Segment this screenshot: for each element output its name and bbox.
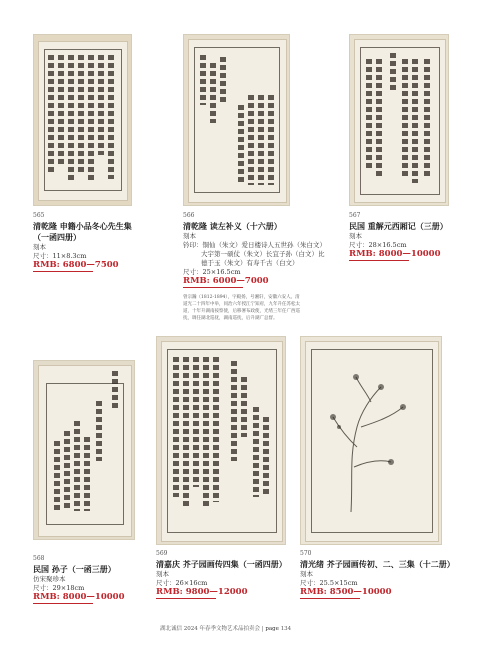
book-image-569[interactable] [156, 336, 286, 545]
lot-number: 568 [33, 555, 45, 562]
lot-size: 尺寸：11×8.3cm [33, 252, 87, 260]
lot-title: 民国 孙子（一函三册） [33, 564, 116, 574]
price-underline [300, 598, 360, 599]
footer-page-number: 134 [280, 626, 292, 632]
lot-title-line2: （一函四册） [33, 232, 81, 242]
price-underline [33, 603, 93, 604]
lot-price: RMB: 8000—10000 [349, 249, 441, 259]
lot-number: 565 [33, 212, 45, 219]
book-image-565[interactable] [33, 34, 132, 206]
lot-biography-note: 曾宗瀚（1812-1894），字殿扬，号湘轩，安徽六安人。清道光二十四年中举，同治六年授江宁知府，九年升任苏松太道，十年升湖南按察使，后移署布政使，光绪三年任广西巡抚，调任湖北巡抚，湖南巡抚，后升湖广总督。 [183, 295, 300, 321]
lot-size: 尺寸：25×16.5cm [183, 268, 241, 276]
footer-text: 湖北诚信 2024 年春季文物艺术品拍卖会 [160, 626, 260, 632]
lot-size: 尺寸：26×16cm [156, 579, 208, 587]
lot-price: RMB: 6000—7000 [183, 276, 269, 286]
lot-price: RMB: 6800—7500 [33, 260, 119, 270]
lot-seals-cont: 大宇第一硕仗（朱文）长宜子孙（白文）比 [201, 250, 325, 258]
lot-edition: 刻本 [156, 570, 169, 578]
lot-seals: 钤印：铜仙（朱文）爱日楼诗人五世孙（朱白文） [183, 241, 326, 249]
tree-painting-icon [321, 367, 421, 517]
lot-size: 尺寸：28×16.5cm [349, 241, 407, 249]
footer-separator: | [261, 626, 266, 632]
book-image-567[interactable] [349, 34, 449, 206]
lot-edition: 刻本 [33, 243, 46, 251]
lot-edition: 刻本 [183, 232, 196, 240]
lot-edition: 仿宋聚珍本 [33, 575, 66, 583]
lot-size: 尺寸：29×18cm [33, 584, 85, 592]
lot-number: 570 [300, 550, 312, 557]
book-image-570[interactable] [300, 336, 442, 545]
lot-title-line1: 清乾隆 申籍小品冬心先生集 [33, 221, 132, 231]
lot-number: 567 [349, 212, 361, 219]
lot-price: RMB: 9800—12000 [156, 587, 248, 597]
lot-size: 尺寸：25.5×15cm [300, 579, 358, 587]
lot-title: 民国 重解元西厢记（三册） [349, 221, 448, 231]
price-underline [183, 287, 243, 288]
price-underline [33, 271, 93, 272]
lot-title: 清乾隆 读左补义（十六册） [183, 221, 282, 231]
page-footer [160, 624, 291, 632]
price-underline [349, 260, 409, 261]
lot-number: 569 [156, 550, 168, 557]
book-image-566[interactable] [183, 34, 290, 206]
lot-number: 566 [183, 212, 195, 219]
price-underline [156, 598, 216, 599]
lot-title: 清光绪 芥子园画传初、二、三集（十二册） [300, 559, 455, 569]
lot-seals-cont: 德于玉（朱文）有寿千古（白文） [201, 259, 299, 267]
lot-edition: 刻本 [349, 232, 362, 240]
lot-price: RMB: 8000—10000 [33, 592, 125, 602]
lot-title: 清嘉庆 芥子园画传四集（一函四册） [156, 559, 287, 569]
book-image-568[interactable] [33, 360, 135, 540]
footer-page-label: page [265, 626, 279, 632]
lot-price: RMB: 8500—10000 [300, 587, 392, 597]
lot-edition: 刻本 [300, 570, 313, 578]
